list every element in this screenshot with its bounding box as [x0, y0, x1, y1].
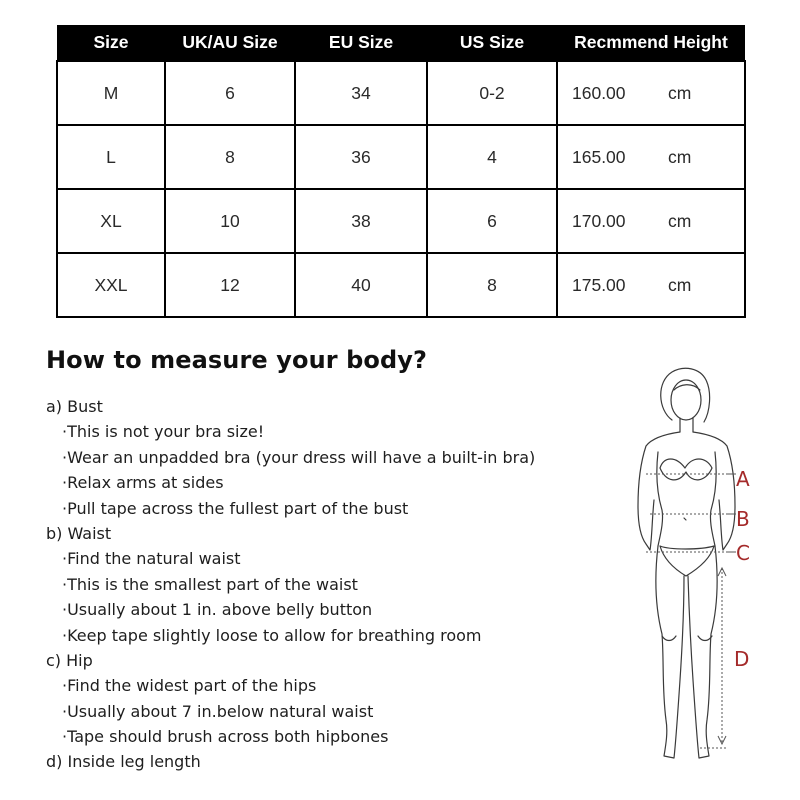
- label-c: C: [736, 541, 750, 565]
- figure-left-leg: [656, 546, 684, 758]
- list-item: ·Usually about 1 in. above belly button: [62, 600, 373, 620]
- header-us-size: US Size: [427, 25, 557, 61]
- height-unit: cm: [668, 82, 692, 103]
- cell-size: M: [57, 61, 165, 125]
- list-item: ·Wear an unpadded bra (your dress will have a built-in bra): [62, 447, 536, 467]
- label-b: B: [736, 507, 750, 531]
- table-row: [57, 61, 745, 125]
- list-item: ·Find the widest part of the hips: [62, 676, 317, 696]
- table-row: [57, 189, 745, 253]
- header-size: Size: [57, 25, 165, 61]
- height-value: 170.00: [572, 210, 626, 231]
- cell-us: 0-2: [427, 61, 557, 125]
- section-waist: b) Waist: [46, 523, 112, 543]
- label-a: A: [736, 467, 750, 491]
- section-bust: a) Bust: [46, 397, 103, 416]
- figure-head: [671, 380, 701, 420]
- list-item: ·This is not your bra size!: [62, 422, 265, 442]
- table-row: [57, 125, 745, 189]
- cell-eu: 40: [295, 253, 427, 317]
- cell-height: [557, 189, 745, 253]
- header-eu-size: EU Size: [295, 25, 427, 61]
- figure-bra: [660, 459, 712, 480]
- body-measurement-figure: [600, 360, 780, 780]
- list-item: ·Relax arms at sides: [62, 473, 224, 493]
- table-row: [57, 253, 745, 317]
- list-item: ·Keep tape slightly loose to allow for breathing room: [62, 625, 482, 645]
- list-item: ·Find the natural waist: [62, 549, 241, 569]
- figure-hair: [661, 368, 710, 422]
- height-value: 160.00: [572, 82, 626, 103]
- size-chart-table: [56, 25, 746, 318]
- figure-right-leg: [688, 546, 717, 758]
- figure-brief: [660, 546, 714, 576]
- header-recommend-height: Recmmend Height: [557, 25, 745, 61]
- cell-us: 4: [427, 125, 557, 189]
- cell-uk-au: 12: [165, 253, 295, 317]
- section-hip: c) Hip: [46, 650, 93, 670]
- height-value: 175.00: [572, 274, 626, 295]
- figure-torso-left: [657, 452, 663, 546]
- header-uk-au-size: UK/AU Size: [165, 25, 295, 61]
- figure-right-arm: [693, 432, 735, 550]
- cell-uk-au: 10: [165, 189, 295, 253]
- section-inside-leg: d) Inside leg length: [46, 752, 201, 772]
- table-header-row: [57, 25, 745, 61]
- height-value: 165.00: [572, 146, 626, 167]
- height-unit: cm: [668, 210, 692, 231]
- cell-height: [557, 253, 745, 317]
- cell-uk-au: 8: [165, 125, 295, 189]
- cell-eu: 36: [295, 125, 427, 189]
- height-unit: cm: [668, 274, 692, 295]
- cell-uk-au: 6: [165, 61, 295, 125]
- figure-left-arm: [638, 432, 680, 550]
- cell-size: XXL: [57, 253, 165, 317]
- cell-height: [557, 125, 745, 189]
- height-unit: cm: [668, 146, 692, 167]
- list-item: ·This is the smallest part of the waist: [62, 574, 358, 594]
- cell-height: [557, 61, 745, 125]
- cell-eu: 34: [295, 61, 427, 125]
- list-item: ·Pull tape across the fullest part of the bust: [62, 498, 409, 518]
- cell-us: 6: [427, 189, 557, 253]
- list-item: ·Usually about 7 in.below natural waist: [62, 701, 374, 721]
- cell-size: L: [57, 125, 165, 189]
- measure-guide-list: [46, 394, 606, 775]
- cell-eu: 38: [295, 189, 427, 253]
- cell-us: 8: [427, 253, 557, 317]
- list-item: ·Tape should brush across both hipbones: [62, 727, 389, 747]
- cell-size: XL: [57, 189, 165, 253]
- measure-guide-title: How to measure your body?: [46, 346, 428, 374]
- label-d: D: [734, 647, 750, 671]
